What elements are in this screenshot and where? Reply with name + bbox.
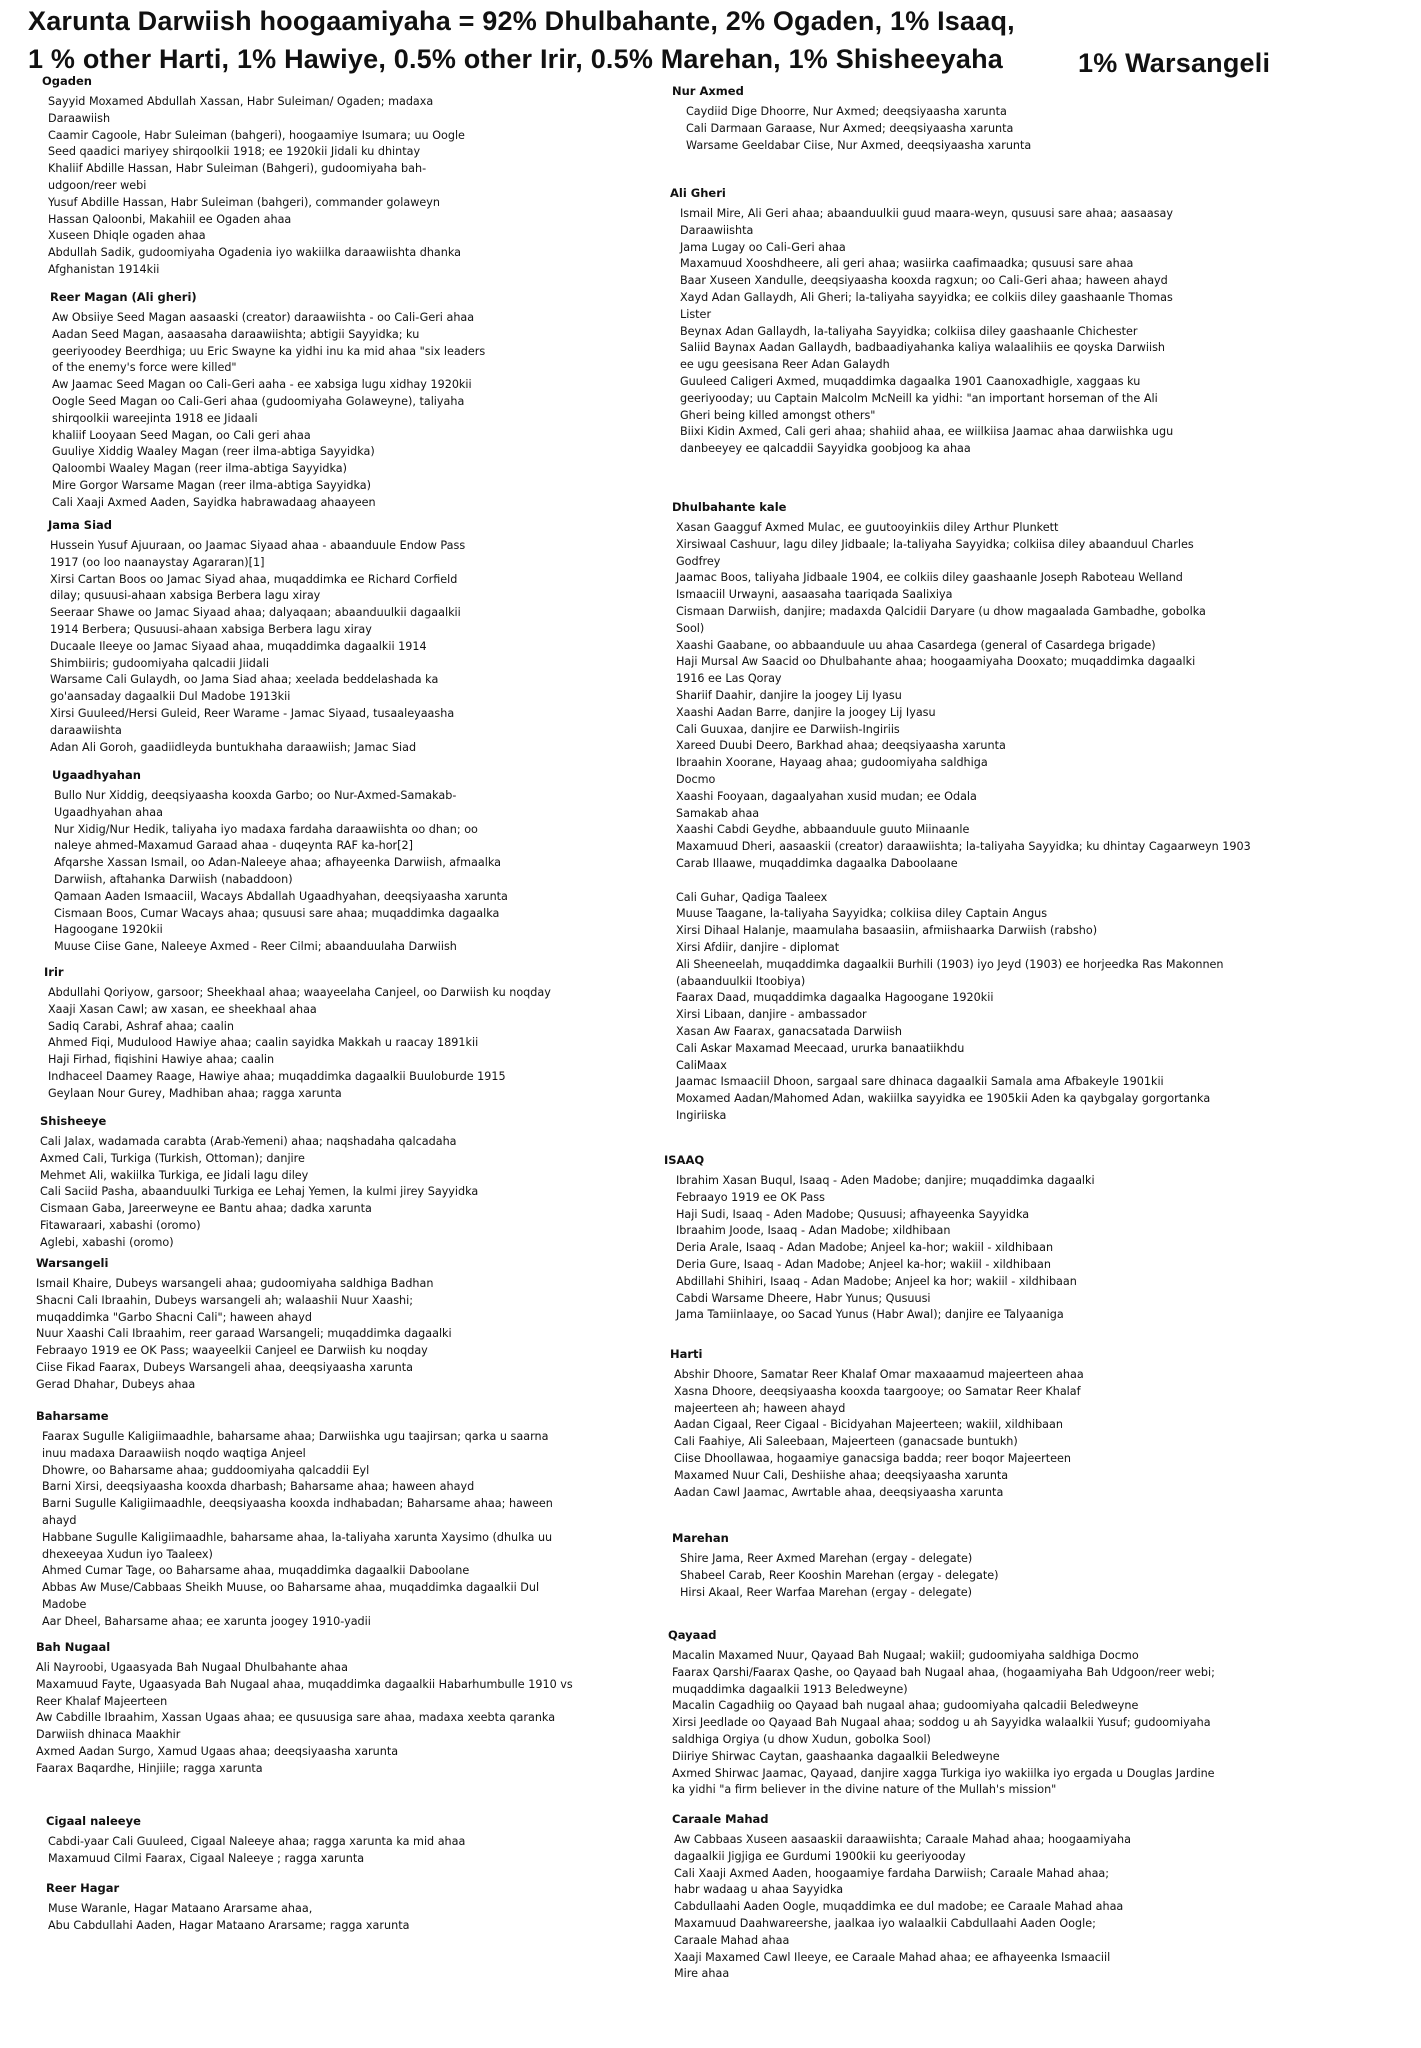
- entry-line: Aadan Cawl Jaamac, Awrtable ahaa, deeqsiyaasha xarunta: [674, 1485, 1004, 1499]
- entry-line: Gheri being killed amongst others": [680, 408, 876, 422]
- entry-line: Cabdi Warsame Dheere, Habr Yunus; Qusuusi: [676, 1291, 931, 1305]
- entry-line: Nuur Xaashi Cali Ibraahim, reer garaad Warsangeli; muqaddimka dagaalki: [36, 1327, 452, 1341]
- section-heading: Irir: [44, 965, 64, 979]
- entry-line: Guuliye Xiddig Waaley Magan (reer ilma-abtiga Sayyidka): [52, 445, 375, 459]
- entry-line: Ciise Fikad Faarax, Dubeys Warsangeli ahaa, deeqsiyaasha xarunta: [36, 1360, 413, 1374]
- entry-line: Maxamuud Daahwareershe, jaalkaa iyo walaalkii Cabdullaahi Aaden Oogle;: [674, 1916, 1096, 1930]
- entry-line: Samakab ahaa: [676, 806, 760, 820]
- entry-line: Godfrey: [676, 554, 721, 568]
- entry-line: Caraale Mahad ahaa: [674, 1933, 790, 1947]
- entry-line: Cali Jalax, wadamada carabta (Arab-Yemeni) ahaa; naqshadaha qalcadaha: [40, 1135, 457, 1148]
- section-ogaden: [42, 74, 465, 279]
- entry-line: Madobe: [42, 1597, 87, 1611]
- section-heading: Baharsame: [36, 1409, 109, 1423]
- entry-line: Warsame Geeldabar Ciise, Nur Axmed, deeqsiyaasha xarunta: [686, 138, 1032, 152]
- entry-line: muqaddimka dagaalkii 1913 Beledweyne): [672, 1682, 908, 1696]
- entry-line: Xirsi Cartan Boos oo Jamac Siyad ahaa, muqaddimka ee Richard Corfield: [50, 572, 458, 586]
- entry-line: Ugaadhyahan ahaa: [54, 805, 163, 819]
- entry-line: Jama Lugay oo Cali-Geri ahaa: [680, 240, 846, 254]
- entry-line: Jama Tamiinlaaye, oo Sacad Yunus (Habr Awal); danjire ee Talyaaniga: [676, 1308, 1064, 1322]
- entry-line: Aar Dheel, Baharsame ahaa; ee xarunta joogey 1910-yadii: [42, 1614, 371, 1628]
- section-caraale-mahad: [672, 1812, 1131, 1983]
- section-jama-siad: [48, 518, 465, 756]
- section-shisheeye: [40, 1114, 478, 1252]
- section-heading: Reer Magan (Ali gheri): [50, 290, 197, 304]
- entry-line: Xaashi Gaabane, oo abbaanduule uu ahaa Casardega (general of Casardega brigade): [676, 638, 1156, 652]
- entry-line: Ismail Mire, Ali Geri ahaa; abaanduulkii guud maara-weyn, qusuusi sare ahaa; aasaasay: [680, 207, 1173, 220]
- entry-line: Aadan Seed Magan, aasaasaha daraawiishta; abtigii Sayyidka; ku: [52, 327, 420, 341]
- section-nur-axmed: [672, 84, 1031, 154]
- entry-line: Faarax Sugulle Kaligiimaadhle, baharsame ahaa; Darwiishka ugu taajirsan; qarka u saarna: [42, 1430, 549, 1443]
- entry-line: Shariif Daahir, danjire la joogey Lij Iyasu: [676, 688, 902, 702]
- entry-line: Shimbiiris; gudoomiyaha qalcadii Jiidali: [50, 656, 269, 670]
- entry-line: Cali Saciid Pasha, abaanduulki Turkiga ee Lehaj Yemen, la kulmi jirey Sayyidka: [40, 1185, 479, 1199]
- entry-line: Ducaale Ileeye oo Jamac Siyaad ahaa, muqaddimka dagaalkii 1914: [50, 639, 427, 653]
- entry-line: Faarax Qarshi/Faarax Qashe, oo Qayaad bah Nugaal ahaa, (hogaamiyaha Bah Udgoon/reer webi;: [672, 1665, 1215, 1679]
- entry-line: Indhaceel Daamey Raage, Hawiye ahaa; muqaddimka dagaalkii Buuloburde 1915: [48, 1069, 506, 1083]
- section-heading: Marehan: [672, 1531, 729, 1545]
- entry-line: Reer Khalaf Majeerteen: [36, 1694, 168, 1708]
- entry-line: Xasan Aw Faarax, ganacsatada Darwiish: [676, 1024, 902, 1038]
- entry-line: Xirsi Guuleed/Hersi Guleid, Reer Warame - Jamac Siyaad, tusaaleyaasha: [50, 706, 455, 720]
- entry-line: Afqarshe Xassan Ismail, oo Adan-Naleeye ahaa; afhayeenka Darwiish, afmaalka: [54, 856, 501, 870]
- entry-line: Febraayo 1919 ee OK Pass: [676, 1190, 825, 1204]
- entry-line: Adan Ali Goroh, gaadiidleyda buntukhaha daraawiish; Jamac Siad: [50, 740, 417, 754]
- entry-line: Shire Jama, Reer Axmed Marehan (ergay - delegate): [680, 1552, 973, 1565]
- entry-line: Aw Jaamac Seed Magan oo Cali-Geri aaha - ee xabsiga lugu xidhay 1920kii: [52, 378, 472, 392]
- entry-line: Abdullah Sadik, gudoomiyaha Ogadenia iyo wakiilka daraawiishta dhanka: [48, 246, 462, 260]
- entry-line: Daraawiish: [48, 111, 111, 125]
- entry-line: Cali Askar Maxamad Meecaad, ururka banaatiikhdu: [676, 1041, 965, 1055]
- entry-line: naleye ahmed-Maxamud Garaad ahaa - duqeynta RAF ka-hor[2]: [54, 839, 413, 853]
- entry-line: Deria Arale, Isaaq - Adan Madobe; Anjeel ka-hor; wakiil - xildhibaan: [676, 1241, 1054, 1255]
- entry-line: saldhiga Orgiya (u dhow Xudun, gobolka Sool): [672, 1732, 931, 1746]
- entry-line: shirqoolkii wareejinta 1918 ee Jidaali: [52, 411, 258, 425]
- section-isaaq: [664, 1153, 1095, 1324]
- entry-line: Haji Sudi, Isaaq - Aden Madobe; Qusuusi; afhayeenka Sayyidka: [676, 1207, 1030, 1221]
- entry-line: geeriyooday; uu Captain Malcolm McNeill ka yidhi: "an important horseman of the Ali: [680, 391, 1158, 405]
- entry-line: Lister: [680, 307, 712, 321]
- entry-line: Darwiish dhinaca Maakhir: [36, 1728, 181, 1742]
- entry-line: Ciise Dhoollawaa, hogaamiye ganacsiga badda; reer boqor Majeerteen: [674, 1451, 1071, 1465]
- entry-line: Cali Faahiye, Ali Saleebaan, Majeerteen (ganacsade buntukh): [674, 1435, 1018, 1449]
- section-qayaad: [668, 1628, 1215, 1799]
- entry-line: Ali Sheeneelah, muqaddimka dagaalkii Burhili (1903) iyo Jeyd (1903) ee horjeedka Ras Makonnen: [676, 957, 1224, 971]
- entry-line: danbeeyey ee qalcaddii Sayyidka goobjoog ka ahaa: [680, 442, 971, 456]
- entry-line: Muse Waranle, Hagar Mataano Ararsame ahaa,: [48, 1902, 313, 1915]
- entry-line: Gerad Dhahar, Dubeys ahaa: [36, 1377, 196, 1391]
- entry-line: Muuse Ciise Gane, Naleeye Axmed - Reer Cilmi; abaanduulaha Darwiish: [54, 940, 457, 954]
- entry-line: Cali Darmaan Garaase, Nur Axmed; deeqsiyaasha xarunta: [686, 121, 1014, 135]
- entry-line: Beynax Adan Gallaydh, la-taliyaha Sayyidka; colkiisa diley gaashaanle Chichester: [680, 324, 1138, 338]
- section-heading: ISAAQ: [664, 1153, 705, 1167]
- entry-line: Xaashi Aadan Barre, danjire la joogey Lij Iyasu: [676, 705, 936, 719]
- entry-line: Cali Guhar, Qadiga Taaleex: [676, 890, 828, 904]
- entry-line: dhexeeyaa Xudun iyo Taaleex): [42, 1547, 213, 1561]
- entry-line: ee ugu geesisana Reer Adan Galaydh: [680, 358, 890, 372]
- entry-line: Aglebi, xabashi (oromo): [40, 1235, 174, 1249]
- entry-line: Hirsi Akaal, Reer Warfaa Marehan (ergay - delegate): [680, 1585, 972, 1599]
- entry-line: Aw Cabdille Ibraahim, Xassan Ugaas ahaa; ee qusuusiga sare ahaa, madaxa xeebta qaranka: [36, 1711, 556, 1725]
- entry-line: 1916 ee Las Qoray: [676, 672, 782, 686]
- entry-line: Moxamed Aadan/Mahomed Adan, wakiilka sayyidka ee 1905kii Aden ka qaybgalay gorgortanka: [676, 1092, 1211, 1106]
- entry-line: Macalin Maxamed Nuur, Qayaad Bah Nugaal; wakiil; gudoomiyaha saldhiga Docmo: [672, 1649, 1139, 1662]
- entry-line: Aw Obsiiye Seed Magan aasaaski (creator) daraawiishta - oo Cali-Geri ahaa: [52, 311, 475, 324]
- entry-line: Dhowre, oo Baharsame ahaa; guddoomiyaha qalcaddii Eyl: [42, 1463, 370, 1477]
- entry-line: Hagoogane 1920kii: [54, 923, 163, 937]
- entry-line: Xaashi Fooyaan, dagaalyahan xusid mudan; ee Odala: [676, 789, 977, 803]
- entry-line: Maxamuud Dheri, aasaaskii (creator) daraawiishta; la-taliyaha Sayyidka; ku dhintay Cagaarweyn 1903: [676, 840, 1251, 854]
- section-heading: Dhulbahante kale: [672, 500, 787, 514]
- entry-line: Warsame Cali Gulaydh, oo Jama Siad ahaa; xeelada beddelashada ka: [50, 673, 439, 687]
- entry-line: Shacni Cali Ibraahin, Dubeys warsangeli ah; walaashii Nuur Xaashi;: [36, 1293, 414, 1307]
- entry-line: Mire ahaa: [674, 1967, 730, 1981]
- entry-line: Hassan Qaloonbi, Makahiil ee Ogaden ahaa: [48, 212, 292, 226]
- entry-line: Mire Gorgor Warsame Magan (reer ilma-abtiga Sayyidka): [52, 478, 372, 492]
- entry-line: Maxamuud Xooshdheere, ali geri ahaa; wasiirka caafimaadka; qusuusi sare ahaa: [680, 257, 1134, 271]
- entry-line: Faarax Daad, muqaddimka dagaalka Hagoogane 1920kii: [676, 991, 994, 1005]
- entry-line: Maxamed Nuur Cali, Deshiishe ahaa; deeqsiyaasha xarunta: [674, 1468, 1009, 1482]
- section-ali-gheri: [670, 186, 1173, 458]
- entry-line: Cabdullaahi Aaden Oogle, muqaddimka ee dul madobe; ee Caraale Mahad ahaa: [674, 1900, 1124, 1914]
- section-heading: Nur Axmed: [672, 84, 744, 98]
- entry-line: of the enemy's force were killed": [52, 361, 237, 375]
- entry-line: Jaamac Boos, taliyaha Jidbaale 1904, ee colkiis diley gaashaanle Joseph Raboteau Welland: [676, 571, 1183, 585]
- entry-line: udgoon/reer webi: [48, 178, 147, 192]
- entry-line: Qaloombi Waaley Magan (reer ilma-abtiga Sayyidka): [52, 462, 347, 476]
- entry-line: Cismaan Gaba, Jareerweyne ee Bantu ahaa; dadka xarunta: [40, 1202, 372, 1216]
- entry-line: Ismaaciil Urwayni, aasaasaha taariqada Saalixiya: [676, 588, 953, 602]
- entry-line: ahayd: [42, 1513, 77, 1527]
- entry-line: Cali Xaaji Axmed Aaden, Sayidka habrawadaag ahaayeen: [52, 495, 376, 509]
- entry-line: dagaalkii Jigjiga ee Gurdumi 1900kii ku geeriyooday: [674, 1849, 966, 1863]
- section-heading: Reer Hagar: [46, 1881, 120, 1895]
- entry-line: muqaddimka "Garbo Shacni Cali"; haween ahayd: [36, 1310, 312, 1324]
- entry-line: inuu madaxa Daraawiish noqdo waqtiga Anjeel: [42, 1446, 306, 1460]
- section-heading: Cigaal naleeye: [46, 1814, 141, 1828]
- entry-line: Sool): [676, 621, 705, 635]
- entry-line: Xirsi Afdiir, danjire - diplomat: [676, 940, 840, 954]
- entry-line: Axmed Cali, Turkiga (Turkish, Ottoman); danjire: [40, 1151, 305, 1165]
- entry-line: Ahmed Cumar Tage, oo Baharsame ahaa, muqaddimka dagaalkii Daboolane: [42, 1564, 470, 1578]
- entry-line: Axmed Aadan Surgo, Xamud Ugaas ahaa; deeqsiyaasha xarunta: [36, 1744, 399, 1758]
- entry-line: Xaashi Cabdi Geydhe, abbaanduule guuto Miinaanle: [676, 823, 970, 837]
- page-title-line2-tail: 1% Warsangeli: [1078, 48, 1271, 78]
- entry-line: Darwiish, aftahanka Darwiish (nabaddoon): [54, 872, 293, 886]
- section-heading: Caraale Mahad: [672, 1812, 769, 1826]
- entry-line: Maxamuud Cilmi Faarax, Cigaal Naleeye ; ragga xarunta: [48, 1851, 365, 1865]
- section-heading: Jama Siad: [48, 518, 113, 532]
- section-heading: Ogaden: [42, 74, 92, 88]
- entry-line: Caydiid Dige Dhoorre, Nur Axmed; deeqsiyaasha xarunta: [686, 105, 1007, 118]
- section-ugaadhyahan: [52, 768, 508, 956]
- entry-line: Xayd Adan Gallaydh, Ali Gheri; la-taliyaha sayyidka; ee colkiis diley gaashaanle Thomas: [680, 290, 1173, 304]
- entry-line: Baar Xuseen Xandulle, deeqsiyaasha kooxda ragxun; oo Cali-Geri ahaa; haween ahayd: [680, 274, 1168, 288]
- entry-line: Ibraahin Xoorane, Hayaag ahaa; gudoomiyaha saldhiga: [676, 756, 988, 770]
- section-reer-magan: [50, 290, 485, 512]
- entry-line: Xaaji Xasan Cawl; aw xasan, ee sheekhaal ahaa: [48, 1002, 317, 1016]
- section-heading: Ugaadhyahan: [52, 768, 141, 782]
- entry-line: Cabdi-yaar Cali Guuleed, Cigaal Naleeye ahaa; ragga xarunta ka mid ahaa: [48, 1835, 466, 1848]
- entry-line: Biixi Kidin Axmed, Cali geri ahaa; shahiid ahaa, ee wiilkiisa Jaamac ahaa darwiishka ugu: [680, 425, 1174, 439]
- entry-line: Xirsi Jeedlade oo Qayaad Bah Nugaal ahaa; soddog u ah Sayyidka walaalkii Yusuf; gudoomiyaha: [672, 1716, 1211, 1730]
- entry-line: Axmed Shirwac Jaamac, Qayaad, danjire xagga Turkiga iyo wakiilka iyo ergada u Douglas Jardine: [672, 1766, 1215, 1780]
- entry-line: Aw Cabbaas Xuseen aasaaskii daraawiishta; Caraale Mahad ahaa; hoogaamiyaha: [674, 1833, 1131, 1846]
- section-heading: Bah Nugaal: [36, 1640, 111, 1654]
- entry-line: go'aansaday dagaalkii Dul Madobe 1913kii: [50, 690, 291, 704]
- entry-line: Deria Gure, Isaaq - Adan Madobe; Anjeel ka-hor; wakiil - xildhibaan: [676, 1257, 1051, 1271]
- entry-line: Muuse Taagane, la-taliyaha Sayyidka; colkiisa diley Captain Angus: [676, 907, 1048, 921]
- section-reer-hagar: [46, 1881, 409, 1935]
- entry-line: Ingiriiska: [676, 1108, 727, 1122]
- entry-line: Afghanistan 1914kii: [48, 262, 160, 276]
- section-harti: [670, 1347, 1084, 1501]
- entry-line: Xasan Gaagguf Axmed Mulac, ee guutooyinkiis diley Arthur Plunkett: [676, 521, 1059, 534]
- entry-line: Ali Nayroobi, Ugaasyada Bah Nugaal Dhulbahante ahaa: [36, 1661, 348, 1674]
- section-irir: [44, 965, 551, 1103]
- entry-line: Carab Illaawe, muqaddimka dagaalka Daboolaane: [676, 856, 958, 870]
- entry-line: Ismail Khaire, Dubeys warsangeli ahaa; gudoomiyaha saldhiga Badhan: [36, 1277, 434, 1290]
- entry-line: Xirsiwaal Cashuur, lagu diley Jidbaale; la-taliyaha Sayyidka; colkiisa diley abaanduul Charles: [676, 537, 1194, 551]
- entry-line: Jaamac Ismaaciil Dhoon, sargaal sare dhinaca dagaalkii Samala ama Afbakeyle 1901kii: [676, 1075, 1164, 1089]
- section-bah-nugaal: [36, 1640, 573, 1778]
- entry-line: Cali Guuxaa, danjire ee Darwiish-Ingiriis: [676, 722, 900, 736]
- entry-line: Qamaan Aaden Ismaaciil, Wacays Abdallah Ugaadhyahan, deeqsiyaasha xarunta: [54, 889, 508, 903]
- entry-line: Abdillahi Shihiri, Isaaq - Adan Madobe; Anjeel ka hor; wakiil - xildhibaan: [676, 1274, 1077, 1288]
- entry-line: Abshir Dhoore, Samatar Reer Khalaf Omar maxaaamud majeerteen ahaa: [674, 1368, 1084, 1381]
- entry-line: [672, 873, 1251, 890]
- section-heading: Warsangeli: [36, 1256, 109, 1270]
- entry-line: (abaanduulkii Itoobiya): [676, 974, 806, 988]
- entry-line: Diiriye Shirwac Caytan, gaashaanka dagaalkii Beledweyne: [672, 1749, 1000, 1763]
- entry-line: Nur Xidig/Nur Hedik, taliyaha iyo madaxa fardaha daraawiishta oo dhan; oo: [54, 822, 478, 836]
- entry-line: Ibraahim Joode, Isaaq - Adan Madobe; xildhibaan: [676, 1224, 951, 1238]
- entry-line: Ibrahim Xasan Buqul, Isaaq - Aden Madobe; danjire; muqaddimka dagaalki: [676, 1174, 1095, 1187]
- entry-line: Abbas Aw Muse/Cabbaas Sheikh Muuse, oo Baharsame ahaa, muqaddimka dagaalkii Dul: [42, 1581, 540, 1595]
- entry-line: Docmo: [676, 772, 716, 786]
- section-marehan: [672, 1531, 999, 1601]
- entry-line: Saliid Baynax Aadan Gallaydh, badbaadiyahanka kaliya walaalihiis ee qoyska Darwiish: [680, 341, 1166, 355]
- entry-line: Maxamuud Fayte, Ugaasyada Bah Nugaal ahaa, muqaddimka dagaalkii Habarhumbulle 1910 vs: [36, 1677, 573, 1691]
- entry-line: Haji Firhad, fiqishini Hawiye ahaa; caalin: [48, 1053, 275, 1067]
- entry-line: Xasna Dhoore, deeqsiyaasha kooxda taargooye; oo Samatar Reer Khalaf: [674, 1384, 1081, 1398]
- page-title-line2: 1 % other Harti, 1% Hawiye, 0.5% other Irir, 0.5% Marehan, 1% Shisheeyaha: [28, 44, 1003, 74]
- entry-line: Cismaan Darwiish, danjire; madaxda Qalcidii Daryare (u dhow magaalada Gambadhe, gobolka: [676, 604, 1206, 618]
- entry-line: khaliif Looyaan Seed Magan, oo Cali geri ahaa: [52, 428, 311, 442]
- entry-line: Khaliif Abdille Hassan, Habr Suleiman (Bahgeri), gudoomiyaha bah-: [48, 162, 427, 176]
- entry-line: Sadiq Carabi, Ashraf ahaa; caalin: [48, 1019, 234, 1033]
- entry-line: Yusuf Abdille Hassan, Habr Suleiman (bahgeri), commander golaweyn: [48, 195, 440, 209]
- entry-line: Ahmed Fiqi, Mudulood Hawiye ahaa; caalin sayidka Makkah u raacay 1891kii: [48, 1036, 479, 1050]
- entry-line: Aadan Cigaal, Reer Cigaal - Bicidyahan Majeerteen; wakiil, xildhibaan: [674, 1418, 1063, 1432]
- entry-line: Bullo Nur Xiddig, deeqsiyaasha kooxda Garbo; oo Nur-Axmed-Samakab-: [54, 789, 457, 802]
- entry-line: 1917 (oo loo naanaystay Agararan)[1]: [50, 555, 265, 569]
- entry-line: habr wadaag u ahaa Sayyidka: [674, 1883, 844, 1897]
- entry-line: Haji Mursal Aw Saacid oo Dhulbahante ahaa; hoogaamiyaha Dooxato; muqaddimka dagaalki: [676, 655, 1196, 669]
- entry-line: ka yidhi "a firm believer in the divine nature of the Mullah's mission": [672, 1783, 1057, 1797]
- entry-line: Fitawaraari, xabashi (oromo): [40, 1218, 201, 1232]
- section-heading: Ali Gheri: [670, 186, 726, 200]
- entry-line: Cali Xaaji Axmed Aaden, hoogaamiye fardaha Darwiish; Caraale Mahad ahaa;: [674, 1866, 1110, 1880]
- entry-line: Daraawiishta: [680, 223, 754, 237]
- entry-line: Seed qaadici mariyey shirqoolkii 1918; ee 1920kii Jidali ku dhintay: [48, 145, 421, 159]
- entry-line: Xaaji Maxamed Cawl Ileeye, ee Caraale Mahad ahaa; ee afhayeenka Ismaaciil: [674, 1950, 1111, 1964]
- entry-line: Hussein Yusuf Ajuuraan, oo Jaamac Siyaad ahaa - abaanduule Endow Pass: [50, 539, 466, 552]
- entry-line: Abu Cabdullahi Aaden, Hagar Mataano Ararsame; ragga xarunta: [48, 1918, 410, 1932]
- entry-line: Xirsi Dihaal Halanje, maamulaha basaasiin, afmiishaarka Darwiish (rabsho): [676, 924, 1098, 938]
- entry-line: Shabeel Carab, Reer Kooshin Marehan (ergay - delegate): [680, 1568, 999, 1582]
- entry-line: Macalin Cagadhiig oo Qayaad bah nugaal ahaa; gudoomiyaha qalcadii Beledweyne: [672, 1699, 1139, 1713]
- entry-line: Mehmet Ali, wakiilka Turkiga, ee Jidali lagu diley: [40, 1168, 309, 1182]
- section-cigaal-naleeye: [46, 1814, 465, 1868]
- entry-line: Sayyid Moxamed Abdullah Xassan, Habr Suleiman/ Ogaden; madaxa: [48, 95, 434, 108]
- entry-line: Cismaan Boos, Cumar Wacays ahaa; qusuusi sare ahaa; muqaddimka dagaalka: [54, 906, 500, 920]
- entry-line: Xuseen Dhiqle ogaden ahaa: [48, 229, 206, 243]
- section-dhulbahante-kale: [672, 500, 1251, 1125]
- entry-line: Febraayo 1919 ee OK Pass; waayeelkii Canjeel ee Darwiish ku noqday: [36, 1344, 428, 1358]
- entry-line: Habbane Sugulle Kaligiimaadhle, baharsame ahaa, la-taliyaha xarunta Xaysimo (dhulka uu: [42, 1530, 553, 1544]
- section-heading: Qayaad: [668, 1628, 717, 1642]
- entry-line: dilay; qusuusi-ahaan xabsiga Berbera lagu xiray: [50, 589, 321, 603]
- section-baharsame: [36, 1409, 553, 1631]
- entry-line: Barni Sugulle Kaligiimaadhle, deeqsiyaasha kooxda indhabadan; Baharsame ahaa; haween: [42, 1497, 553, 1511]
- entry-line: Abdullahi Qoriyow, garsoor; Sheekhaal ahaa; waayeelaha Canjeel, oo Darwiish ku noqday: [48, 986, 551, 999]
- entry-line: Geylaan Nour Gurey, Madhiban ahaa; ragga xarunta: [48, 1086, 342, 1100]
- section-heading: Shisheeye: [40, 1114, 107, 1128]
- section-warsangeli: [36, 1256, 452, 1394]
- entry-line: Faarax Baqardhe, Hinjiile; ragga xarunta: [36, 1761, 263, 1775]
- entry-line: Oogle Seed Magan oo Cali-Geri ahaa (gudoomiyaha Golaweyne), taliyaha: [52, 394, 465, 408]
- entry-line: CaliMaax: [676, 1058, 727, 1072]
- entry-line: 1914 Berbera; Qusuusi-ahaan xabsiga Berbera lagu xiray: [50, 622, 372, 636]
- entry-line: Barni Xirsi, deeqsiyaasha kooxda dharbash; Baharsame ahaa; haween ahayd: [42, 1480, 475, 1494]
- page-title-line1: Xarunta Darwiish hoogaamiyaha = 92% Dhulbahante, 2% Ogaden, 1% Isaaq,: [28, 6, 1015, 36]
- entry-line: majeerteen ah; haween ahayd: [674, 1401, 846, 1415]
- entry-line: geeriyoodey Beerdhiga; uu Eric Swayne ka yidhi inu ka mid ahaa "six leaders: [52, 344, 486, 358]
- entry-line: Xareed Duubi Deero, Barkhad ahaa; deeqsiyaasha xarunta: [676, 739, 1006, 753]
- entry-line: Xirsi Libaan, danjire - ambassador: [676, 1008, 867, 1022]
- entry-line: Caamir Cagoole, Habr Suleiman (bahgeri), hoogaamiye Isumara; uu Oogle: [48, 128, 465, 142]
- entry-line: Seeraar Shawe oo Jamac Siyaad ahaa; dalyaqaan; abaanduulkii dagaalkii: [50, 606, 461, 620]
- entry-line: daraawiishta: [50, 723, 122, 737]
- section-heading: Harti: [670, 1347, 703, 1361]
- entry-line: Guuleed Caligeri Axmed, muqaddimka dagaalka 1901 Caanoxadhigle, xaggaas ku: [680, 374, 1141, 388]
